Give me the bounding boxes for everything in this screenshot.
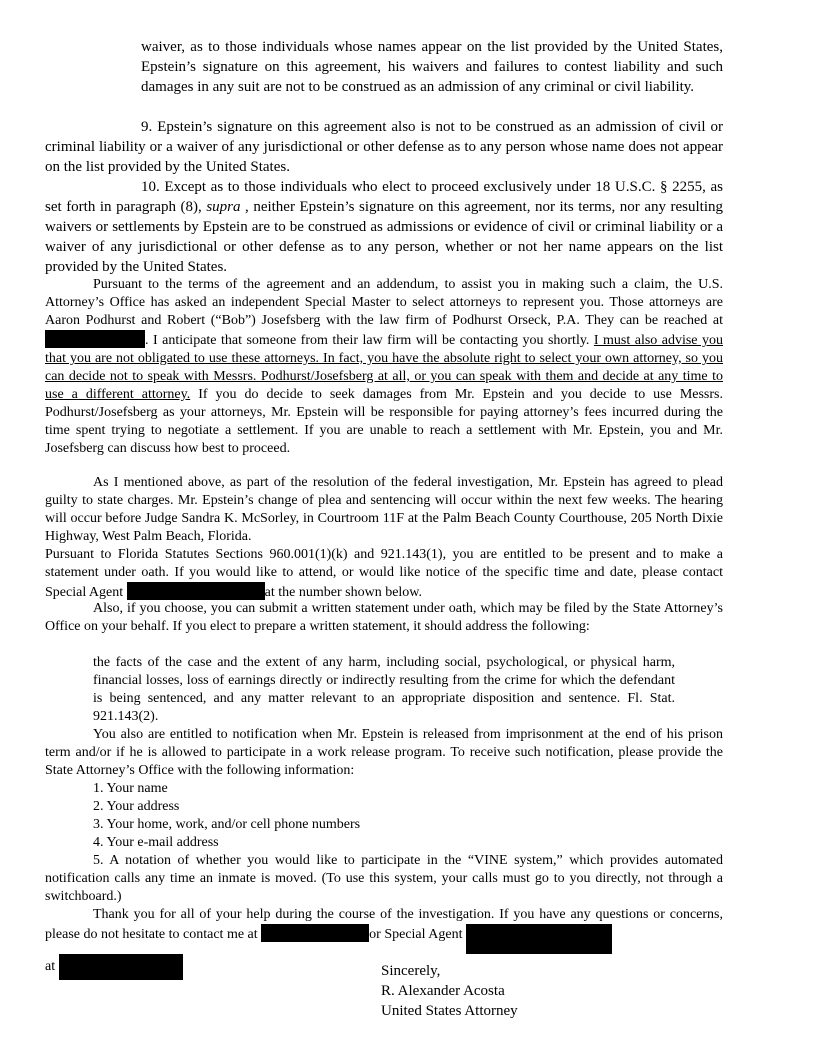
thanks-text-a: Thank you for all of your help during the course of the investigation. If you have any questions or concerns, please do not hesitate to contact me at [45, 907, 723, 942]
quoted-agreement-text: waiver, as to those individuals whose names appear on the list provided by the United States, Epstein’s signature on this agreement, his waivers and failures to contest liability and such damages in any suit are not to be construed as an admission of any criminal or civil liability. [141, 39, 723, 95]
attorneys-text-b: . I anticipate that someone from their law firm will be contacting you shortly. [145, 333, 594, 348]
paragraph-10 [45, 177, 723, 277]
attorneys-underlined-notice: I must also advise you that you are not obligated to use these attorneys. In fact, you have the absolute right to select your own attorney, so you can decide not to speak with Messrs. Podhurst/Josefsberg at all, or you can speak with them and decide at any time to use a different attorney. [45, 333, 723, 402]
redaction-phone [45, 330, 145, 348]
statutes-paragraph [45, 546, 723, 602]
thanks-text-c: at [45, 959, 59, 974]
attorneys-paragraph [45, 276, 723, 458]
statutes-text-a: Pursuant to Florida Statutes Sections 960.001(1)(k) and 921.143(1), you are entitled to be present and to make a statement under oath. If you would like to attend, or would like notice of the specific time and date, please contact Special Agent [45, 547, 723, 600]
list-item: 4. Your e-mail address [93, 835, 219, 850]
written-statement-paragraph: Also, if you choose, you can submit a written statement under oath, which may be filed by the State Attorney’s Office on your behalf. If you elect to prepare a written statement, it should address the following: [45, 601, 723, 634]
redaction-agent-phone [59, 954, 183, 980]
thanks-text-b: or Special Agent [369, 927, 466, 942]
attorneys-text-a: Pursuant to the terms of the agreement and an addendum, to assist you in making such a claim, the U.S. Attorney’s Office has asked an independent Special Master to select attorneys to represent you. Those attorneys are Aaron Podhurst and Robert (“Bob”) Josefsberg with the law firm of Podhurst Orseck, P.A. They can be reached at [45, 277, 723, 328]
signer-title: United States Attorney [381, 1003, 518, 1019]
signature-block [381, 961, 518, 1021]
paragraph-10-text-b: , neither Epstein’s signature on this agreement, nor its terms, nor any resulting waivers or settlements by Epstein are to be construed as admissions or evidence of civil or criminal liability or a waiver of any jurisdictional or other defense as to any person, whether or not her name appears on the list provided by the United States. [45, 199, 723, 275]
info-list [93, 780, 360, 852]
list-item: 2. Your address [93, 799, 180, 814]
statutes-text-b: at the number shown below. [264, 585, 422, 600]
signer-name: R. Alexander Acosta [381, 983, 505, 999]
list-item: 3. Your home, work, and/or cell phone numbers [93, 817, 361, 832]
list-item: 1. Your name [93, 781, 168, 796]
redaction-phone-2 [261, 924, 369, 942]
closing: Sincerely, [381, 963, 441, 979]
release-notification-paragraph: You also are entitled to notification when Mr. Epstein is released from imprisonment at the end of his prison term and/or if he is allowed to participate in a work release program. To receive such notification, please provide the State Attorney’s Office with the following information: [45, 727, 723, 778]
paragraph-9: 9. Epstein’s signature on this agreement also is not to be construed as an admission of civil or criminal liability or a waiver of any jurisdictional or other defense as to any person whose name does not appear on the list provided by the United States. [45, 119, 723, 175]
redaction-agent-name [127, 582, 265, 600]
redaction-agent-name-2 [466, 924, 612, 954]
plea-paragraph: As I mentioned above, as part of the resolution of the federal investigation, Mr. Epstein has agreed to plead guilty to state charges. Mr. Epstein’s change of plea and sentencing will occur within the next few weeks. The hearing will occur before Judge Sandra K. McSorley, in Courtroom 11F at the Palm Beach County Courthouse, 205 North Dixie Highway, West Palm Beach, Florida. [45, 475, 723, 544]
attorneys-text-c: If you do decide to seek damages from Mr. Epstein and you decide to use Messrs. Podhurst/Josefsberg as your attorneys, Mr. Epstein will be responsible for paying attorney’s fees incurred during the time spent trying to negotiate a settlement. If you are unable to reach a settlement with Mr. Epstein, you and Mr. Josefsberg can discuss how best to proceed. [45, 387, 723, 456]
vine-paragraph: 5. A notation of whether you would like to participate in the “VINE system,” which provides automated notification calls any time an inmate is moved. (To use this system, your calls must go to you directly, not through a switchboard.) [45, 853, 723, 904]
paragraph-10-text-a: 10. Except as to those individuals who elect to proceed exclusively under 18 U.S.C. § 2255, as set forth in paragraph (8), [45, 179, 723, 215]
written-statement-quote: the facts of the case and the extent of any harm, including social, psychological, or physical harm, financial losses, loss of earnings directly or indirectly resulting from the crime for which the defendant is being sentenced, and any matter relevant to an appropriate disposition and sentence. Fl. Stat. 921.143(2). [93, 655, 675, 724]
paragraph-10-italic: supra [206, 199, 241, 215]
